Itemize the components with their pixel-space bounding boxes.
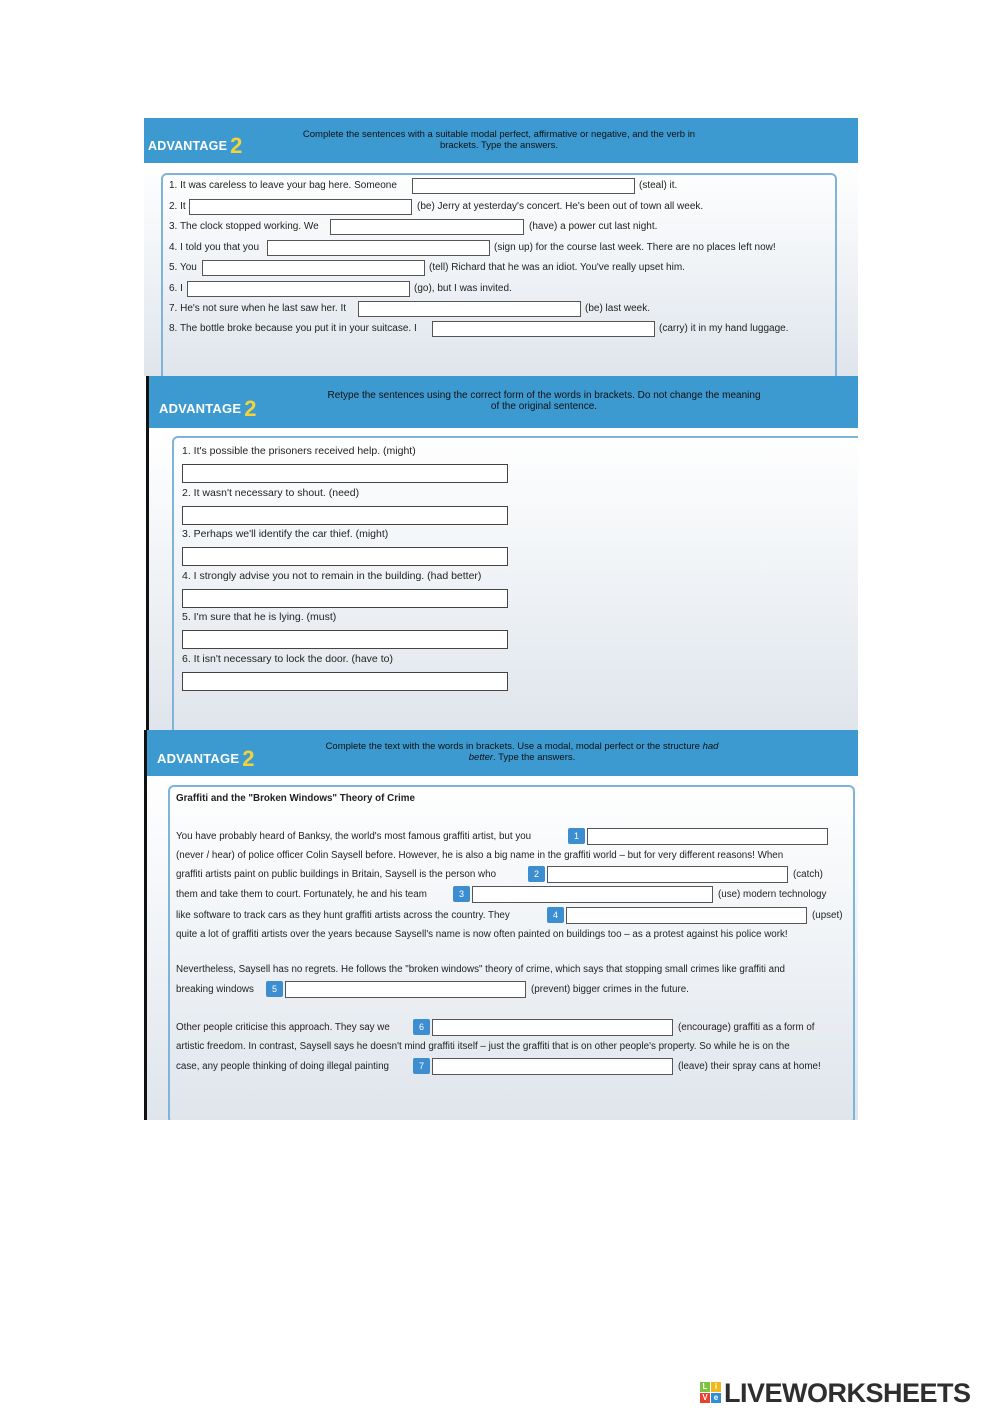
ex1-answer-8[interactable] [432, 321, 655, 337]
ex1-answer-2[interactable] [189, 199, 412, 215]
advantage-logo: ADVANTAGE 2 [157, 746, 255, 771]
ex2-item-4-text: 4. I strongly advise you not to remain in the building. (had better) [182, 570, 482, 582]
ex2-answer-5[interactable] [182, 630, 508, 649]
ex2-answer-2[interactable] [182, 506, 508, 525]
exercise-2-panel [146, 376, 858, 730]
advantage-logo: ADVANTAGE 2 [159, 396, 257, 421]
exercise-1-header [144, 118, 858, 163]
ex3-answer-6[interactable] [432, 1019, 673, 1036]
liveworksheets-cubes-icon: L i V e [700, 1382, 722, 1406]
ex1-item-6-text: 6. I [169, 283, 183, 294]
ex2-answer-6[interactable] [182, 672, 508, 691]
ex1-item-1-text: 1. It was careless to leave your bag here. Someone [169, 180, 397, 191]
exercise-1-panel: ADVANTAGE 2 Complete the sentences with a suitable modal perfect, affirmative or negative, and the verb in brackets. Type the answers. 1. It was careless to leave your bag here. Someone (steal) it. 2. It (be) Jerry at yesterday's concert. He's been out of town all week. 3. The clock stopped working. We (have) a power cut last night. 4. I told you that you (sign up) for the course last week. There are no places left now! 5. You (tell) Richard that he was an idiot. You've really upset him. 6. I (go), but I was invited. 7. He's not sure when he last saw her. It (be) last week. 8. The bottle broke because you put it in your suitcase. I (carry) it in my hand luggage. [144, 118, 858, 376]
gap-number-4: 4 [547, 907, 564, 923]
ex3-answer-2[interactable] [547, 866, 788, 883]
advantage-logo: ADVANTAGE 2 [148, 133, 243, 158]
ex1-item-3-text: 3. The clock stopped working. We [169, 221, 319, 232]
ex1-item-4-text: 4. I told you that you [169, 242, 260, 253]
ex2-answer-4[interactable] [182, 589, 508, 608]
exercise-2-instruction: Retype the sentences using the correct form of the words in brackets. Do not change the meaning of the original sentence. [327, 390, 761, 412]
ex2-answer-1[interactable] [182, 464, 508, 483]
liveworksheets-logo [700, 1378, 971, 1409]
liveworksheets-wordmark: LIVEWORKSHEETS [724, 1378, 971, 1408]
ex3-answer-3[interactable] [472, 886, 713, 903]
text-title: Graffiti and the "Broken Windows" Theory of Crime [176, 793, 415, 804]
gap-number-5: 5 [266, 981, 283, 997]
ex3-answer-4[interactable] [566, 907, 807, 924]
ex2-item-2-text: 2. It wasn't necessary to shout. (need) [182, 487, 360, 499]
ex1-answer-7[interactable] [358, 301, 581, 317]
exercise-1-instruction: Complete the sentences with a suitable modal perfect, affirmative or negative, and the verb in brackets. Type the answers. [302, 129, 696, 151]
ex2-answer-3[interactable] [182, 547, 508, 566]
ex3-answer-1[interactable] [587, 828, 828, 845]
ex1-item-2-text: 2. It [169, 201, 186, 212]
ex1-answer-1[interactable] [412, 178, 635, 194]
exercise-3-instruction: Complete the text with the words in brackets. Use a modal, modal perfect or the structure had better. Type the answers. [325, 741, 719, 763]
ex3-answer-5[interactable] [285, 981, 526, 998]
ex2-item-5-text: 5. I'm sure that he is lying. (must) [182, 611, 337, 623]
ex1-item-5-text: 5. You [169, 262, 197, 273]
gap-number-6: 6 [413, 1019, 430, 1035]
ex1-answer-5[interactable] [202, 260, 425, 276]
exercise-2-header [149, 376, 858, 428]
exercise-3-header [147, 730, 858, 776]
ex3-answer-7[interactable] [432, 1058, 673, 1075]
ex2-item-3-text: 3. Perhaps we'll identify the car thief. (might) [182, 528, 389, 540]
gap-number-1: 1 [568, 828, 585, 844]
gap-number-2: 2 [528, 866, 545, 882]
ex1-answer-6[interactable] [187, 281, 410, 297]
ex1-item-7-text: 7. He's not sure when he last saw her. It [169, 303, 347, 314]
ex2-item-1-text: 1. It's possible the prisoners received help. (might) [182, 445, 416, 457]
ex1-answer-4[interactable] [267, 240, 490, 256]
gap-number-3: 3 [453, 886, 470, 902]
ex1-item-8-text: 8. The bottle broke because you put it in your suitcase. I [169, 323, 417, 334]
ex2-item-6-text: 6. It isn't necessary to lock the door. (have to) [182, 653, 393, 665]
gap-number-7: 7 [413, 1058, 430, 1074]
ex1-answer-3[interactable] [330, 219, 524, 235]
exercise-3-panel: ADVANTAGE 2 Complete the text with the words in brackets. Use a modal, modal perfect or the structure had better. Type the answers. Graffiti and the "Broken Windows" Theory of Crime You have probably heard of Banksy, the world's most famous graffiti artist, but you 1 (never / hear) of police officer Colin Saysell before. However, he is also a big name in the graffiti world – but for very different reasons! When graffiti artists paint on public buildings in Britain, Saysell is the person who 2 (catch) them and take them to court. Fortunately, he and his team 3 (use) modern technology like software to track cars as they hunt graffiti artists across the country. They 4 (upset) quite a lot of graffiti artists over the years because Saysell's name is now often painted on buildings too – as a protest against his police work! Nevertheless, Saysell has no regrets. He follows the "broken windows" theory of crime, which says that stopping small crimes like graffiti and breaking windows 5 (prevent) bigger crimes in the future. Other people criticise this approach. They say we 6 (encourage) graffiti as a form of artistic freedom. In contrast, Saysell says he doesn't mind graffiti itself – just the graffiti that is on other people's property. So while he is on the case, any people thinking of doing illegal painting 7 (leave) their spray cans at home! [144, 730, 858, 1120]
